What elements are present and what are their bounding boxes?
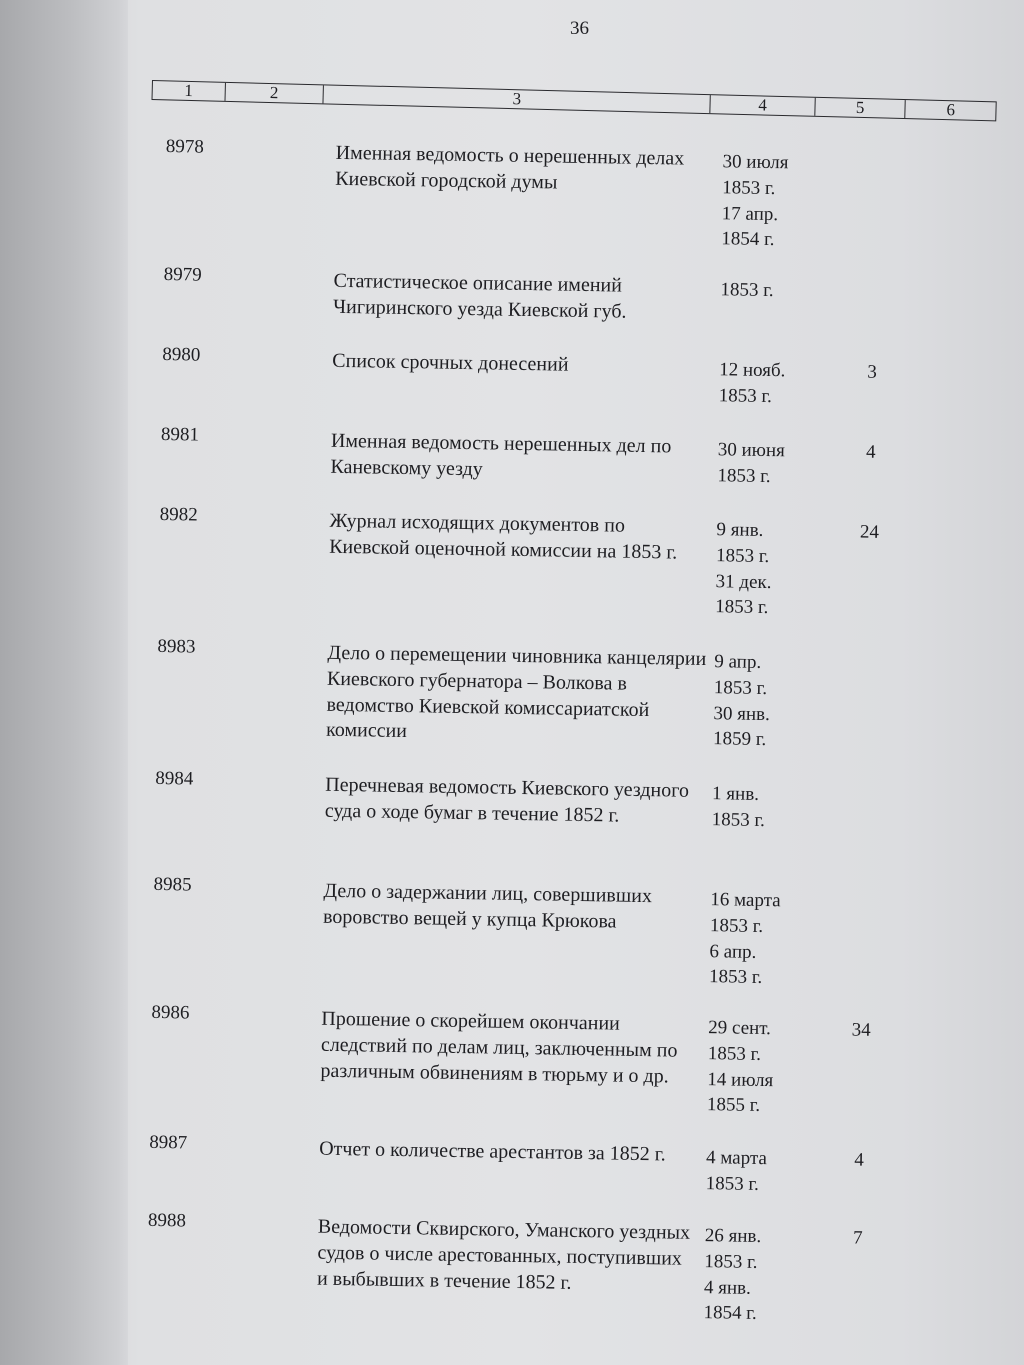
- entry-row: [149, 1130, 909, 1195]
- entry-date-line: 1855 г.: [706, 1094, 761, 1117]
- entry-dates: [707, 1015, 829, 1120]
- header-cell-1: 1: [153, 81, 226, 101]
- entry-number: 8986: [151, 1001, 190, 1024]
- entry-sheets: [844, 889, 884, 890]
- entry-dates: [717, 437, 838, 491]
- entry-date-line: 1853 г.: [720, 279, 774, 302]
- entry-sheets: 7: [852, 1227, 863, 1249]
- entry-date-line: 1853 г.: [709, 914, 764, 937]
- entry-date-line: 1853 г.: [715, 596, 769, 619]
- entry-number: 8980: [162, 343, 201, 366]
- entry-row: [160, 422, 921, 487]
- header-cell-2: 2: [225, 83, 324, 103]
- entry-number: 8978: [165, 135, 204, 158]
- entry-date-line: 9 апр.: [714, 651, 762, 673]
- entry-date-line: 1853 г.: [717, 464, 771, 487]
- entry-date-line: 1 янв.: [711, 783, 760, 805]
- entry-dates: [719, 357, 840, 411]
- entry-row: [157, 634, 918, 751]
- entry-title: Статистическое описание имений Чигиринского уезда Киевской губ.: [332, 269, 627, 323]
- entry-title: Отчет о количестве арестантов за 1852 г.: [319, 1137, 666, 1166]
- entry-date-line: 1859 г.: [712, 728, 767, 751]
- entries-list: [146, 134, 926, 1361]
- entry-sheets: 4: [854, 1149, 865, 1171]
- entry-date-line: 17 апр.: [721, 202, 779, 225]
- book-spine: [0, 0, 128, 1365]
- entry-date-line: 29 сент.: [708, 1017, 772, 1040]
- entry-date-line: 6 апр.: [709, 940, 757, 963]
- entry-date-line: 1853 г.: [705, 1172, 759, 1195]
- entry-sheets: 4: [865, 441, 876, 463]
- entry-title: Именная ведомость о нерешенных делах Киевской городской думы: [335, 141, 685, 194]
- entry-row: [162, 342, 923, 407]
- entry-date-line: 1853 г.: [707, 1042, 762, 1065]
- entry-date-line: 1854 г.: [703, 1302, 757, 1325]
- entry-title: Дело о задержании лиц, совершивших воровство вещей у купца Крюкова: [322, 879, 653, 933]
- entry-number: 8987: [149, 1131, 188, 1154]
- entry-sheets: [845, 783, 885, 784]
- entry-title: Прошение о скорейшем окончании следствий по делам лиц, заключенным по различным обвинениям в тюрьму и о др.: [320, 1007, 678, 1088]
- entry-row: [153, 872, 914, 989]
- entry-number: 8985: [153, 873, 192, 896]
- entry-row: [155, 766, 916, 831]
- header-cell-3: 3: [324, 85, 711, 113]
- entry-title: Именная ведомость нерешенных дел по Каневскому уезду: [330, 429, 672, 481]
- entry-dates: [709, 887, 831, 992]
- entry-sheets: 34: [851, 1019, 871, 1041]
- entry-date-line: 1853 г.: [722, 177, 776, 199]
- entry-date-line: 4 янв.: [703, 1276, 752, 1299]
- entry-date-line: 1853 г.: [718, 384, 773, 407]
- entry-number: 8979: [163, 263, 202, 286]
- entry-date-line: 26 янв.: [704, 1225, 762, 1248]
- entry-number: 8981: [160, 423, 200, 446]
- entry-row: [163, 262, 924, 323]
- entry-date-line: 30 июня: [717, 439, 786, 462]
- entry-dates: [720, 277, 840, 305]
- entry-title: Дело о перемещении чиновника канцелярии Киевского губернатора – Волкова в ведомство Киевской комиссариатской комиссии: [325, 641, 707, 743]
- page-number: 36: [570, 18, 589, 39]
- entry-number: 8982: [159, 503, 198, 526]
- entry-number: 8988: [147, 1209, 187, 1232]
- entry-date-line: 1854 г.: [721, 228, 775, 251]
- entry-dates: [715, 517, 837, 622]
- entry-date-line: 14 июля: [707, 1068, 774, 1091]
- entry-date-line: 30 июля: [722, 151, 789, 174]
- entry-date-line: 30 янв.: [713, 702, 771, 725]
- entry-date-line: 1853 г.: [704, 1250, 758, 1273]
- entry-number: 8984: [155, 767, 194, 790]
- entry-row: [159, 502, 920, 619]
- entry-row: [151, 1000, 912, 1117]
- entry-sheets: [854, 279, 894, 280]
- entry-sheets: 3: [867, 361, 878, 383]
- entry-row: [147, 1208, 908, 1325]
- header-cell-5: 5: [815, 98, 906, 118]
- entry-title: Ведомости Сквирского, Уманского уездных судов о числе арестованных, поступивших и выбывших в течение 1852 г.: [316, 1215, 691, 1294]
- entry-title: Список срочных донесений: [332, 349, 569, 376]
- entry-dates: [721, 149, 843, 254]
- entry-date-line: 1853 г.: [713, 676, 768, 699]
- entry-date-line: 1853 г.: [715, 544, 770, 567]
- entry-sheets: [848, 651, 888, 652]
- entry-date-line: 1853 г.: [711, 808, 766, 831]
- entry-date-line: 4 марта: [705, 1147, 768, 1170]
- entry-sheets: [856, 151, 896, 152]
- entry-sheets: 24: [859, 521, 880, 543]
- entry-date-line: 31 дек.: [715, 570, 772, 593]
- entry-dates: [711, 781, 832, 835]
- entry-date-line: 16 марта: [710, 889, 781, 912]
- header-cell-6: 6: [946, 100, 956, 120]
- entry-title: Перечневая ведомость Киевского уездного суда о ходе бумаг в течение 1852 г.: [324, 773, 690, 827]
- entry-date-line: 12 нояб.: [718, 359, 786, 382]
- entry-date-line: 9 янв.: [716, 519, 764, 541]
- entry-dates: [705, 1145, 826, 1199]
- entry-date-line: 1853 г.: [708, 966, 763, 989]
- entry-dates: [703, 1223, 825, 1328]
- entry-title: Журнал исходящих документов по Киевской оценочной комиссии на 1853 г.: [328, 509, 678, 564]
- entry-number: 8983: [157, 635, 196, 658]
- header-cell-4: 4: [711, 95, 816, 116]
- entry-dates: [713, 649, 835, 754]
